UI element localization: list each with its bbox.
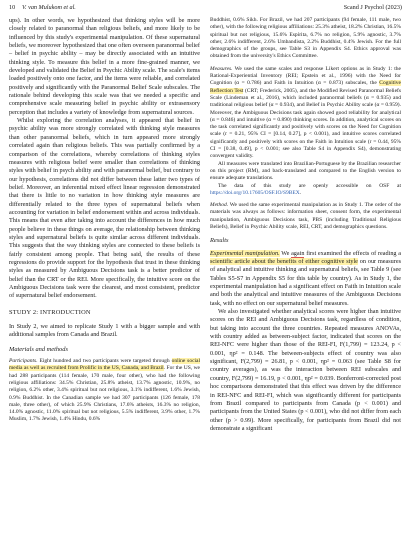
participants-continued — [210, 17, 401, 231]
paragraph-experimental-manipulation: Experimental manipulation. We again first examined the effects of reading a scientific article about the benefits of either cognitive style on our measures of analytical and intuitive thinking and supernatural beliefs, see Table 9 (see Tables S5-S7 in Appendix S5 for this table by country). As in Study 1, the experimental manipulation had a significant effect on Faith in Intuition scale and both the analytical and intuitive measures of the Ambiguous Decisions task, with no effect on our supernatural belief measures. — [210, 249, 401, 307]
participants-text-b: . For the US, we had 288 participants (114 female, 170 male, four other), who had the following religious affiliations: 34.5% Christian, 25.8% atheist, 13.7% agnostic, 10.9%, no religion, 6.2% other, 3.4% spiritual but not religious, 3.1% indifferent, 1.6% Jewish, 0.9% Buddhist. In the Canadian sample we had 307 participants (126 female, 178 male, three other), of which 25.9% Christians, 17.6% atheists, 16.3% no religion, 14.0% agnostic, 11.0% spiritual but not religious, 5.5% indifferent, 3.9% other, 1.7% Muslim, 1.7% Jewish, 1.4% Hindu, 0.6% — [9, 365, 201, 423]
left-column — [9, 17, 200, 424]
measures-text-a: We used the same scales and response Likert options as in Study 1: the Rational-Experiential Inventory (REI; Epstein et al., 1996) with the Need for Cognition (α = 0.786) and Faith in Intuition (α = 0.873) subscales, the — [210, 65, 401, 87]
results-heading: Results — [210, 237, 229, 245]
paragraph-participants-cont: Buddhist, 0.6% Sikh. For Brazil, we had 207 participants (94 female, 111 male, two other), with the following religious affiliations: 25.3% atheist, 18.2% Christian, 16.5% spiritual but not religious, 15.6% Espírita, 6.7% no religion, 5.9% agnostic, 3.7% other, 2.6% indifferent, 2.6% Umbandista, 2.2% Buddhist, 0.4% Jewish. For the full demographics of the groups, see Table S3 in Appendix S4. Ethics approval was obtained from the university's Ethics Committee. — [210, 17, 401, 60]
paragraph-hypothesis: ups). In other words, we hypothesized that thinking styles will be more closely related to paranormal than religious beliefs, and more likely to be influenced by this study's experimental manipulation. Of these supernatural beliefs, we moreover hypothesized that one often overseen paranormal belief – belief in psychic ability – may be directly associated with an intuitive thinking style. To measure this belief in a more fine-grained manner, we developed and validated the Belief in Psychic Ability scale. The scale's items loaded positively onto one factor, and the items were reliable, and correlated positively and significantly with the Paranormal Belief Scale subscales. The rationale behind developing this scale was that we needed a specific and comprehensive scale measuring belief in psychic ability or extrasensory perception that includes a variety of knowledge from supernatural sources. — [9, 17, 200, 116]
manipulation-label: Experimental manipulation. — [210, 249, 280, 257]
method-label: Method. — [210, 202, 229, 209]
measures-label: Measures. — [210, 65, 233, 72]
manipulation-highlight: scientific article about the benefits of either cognitive style — [210, 258, 358, 265]
measures-text-b: (CRT; Frederick, 2005), and the Modified Revised Paranormal Beliefs Scale (Lindeman et al., 2016), which included paranormal beliefs (α = 0.935) and traditional religious belief (α = 0.934), and Belief in Psychic Ability scale (α = 0.959). Moreover, the Ambiguous Decisions task again showed good reliability for analytical (α = 0.846) and intuitive (α = 0.890) thinking scores. In addition, analytical scores on the task correlated significantly and positively with scores on the Need for Cognition scale (r = 0.21, 95% CI = [0.14, 0.27], p < 0.001), and intuitive scores correlated significantly and positively with scores on the Faith in Intuition scale (r = 0.44, 95% CI = [0.38, 0.49], p < 0.001; see also Table S4 in Appendix S4), demonstrating convergent validity. — [210, 87, 401, 160]
paragraph-data-availability: The data of this study are openly accessible on OSF at https://doi.org/10.17605/OSF.IO/S9BEX. — [210, 182, 401, 196]
paragraph-repeated-measures: We also investigated whether analytical scores were higher than intuitive scores on the REI and Ambiguous Decisions task, regardless of condition, but taking into account the three countries. Repeated measures ANOVAs, with country added as between-subject factor, indicated that scores on the REI-NFC were higher than those of the REI-FI, F(1,799) = 123.24, p < 0.001, ηp² = 0.148. The between-subjects effect of country was also significant, F(2,799) = 26.81, p < 0.001, ηp² = 0.063 (see Table S8 for country averages), as was the interaction between REI subscales and country, F(2,799) = 16.19, p < 0.001, ηp² = 0.039. Bonferroni-corrected post hoc comparisons demonstrated that this effect was driven by the difference in REI-NFC and REI-FI, which was significantly different for participants from Brazil compared to participants from Canada (p < 0.001) and participants from the United States (p < 0.001), who did not differ from each other (p > 0.99). More specifically, for participants from Brazil did not demonstrate a significant — [210, 308, 401, 432]
paragraph-measures — [210, 66, 401, 161]
participants-block — [9, 358, 200, 424]
paragraph-translation: All measures were translated into Brazilian-Portuguese by the Brazilian researcher on this project (RM), and back-translated and compared to the English version to ensure adequate translations. — [210, 160, 401, 182]
study2-introduction-heading: STUDY 2: INTRODUCTION — [9, 308, 91, 316]
paragraph-participants — [9, 358, 200, 424]
osf-link[interactable]: https://doi.org/10.17605/OSF.IO/S9BEX — [210, 189, 300, 196]
participants-text-a: Eight hundred and two participants were targeted through — [37, 358, 172, 365]
journal-citation: Scand J Psychol (2023) — [343, 4, 402, 11]
participants-label: Participants. — [9, 358, 38, 365]
paragraph-study2-aim: In Study 2, we aimed to replicate Study 1 with a bigger sample and with additional samples from Canada and Brazil. — [9, 323, 200, 339]
running-header — [9, 3, 402, 13]
paragraph-correlations: Whilst exploring the correlation analyses, it appeared that belief in psychic ability was more strongly correlated with thinking style measures than other paranormal beliefs, which in turn appeared more strongly correlated again than religious beliefs. This was partially confirmed by a comparison of the correlations, whereby correlations of thinking styles measures with religious belief were smaller than correlations of thinking styles with belief in psych ability and with paranormal belief, but contrary to our hypothesis, correlations did not differ between these latter two types of belief. Moreover, an inferential mixed effect linear regression demonstrated that there is little to no variation in how thinking style measures are differentially related to the three types of supernatural beliefs when accounting for variation in belief endorsement within and across individuals. This means that even after taking into account the differences in how much people believe in these things on average, the relationship between thinking styles and supernatural beliefs is quite similar across different individuals. This suggests that the way thinking styles are connected to these beliefs is fairly consistent among people. That being said, the results of these regressions do provide support for the hypothesis that trust in these thinking styles as measured by Ambiguous Decisions task is a better predictor of belief than the CRT or the REI. More specifically, the intuitive score on the Ambiguous Decisions task were the clearest, and most consistent, predictor of supernatural belief endorsement. — [9, 117, 200, 300]
measures-highlight: Cognitive Reflection Test — [210, 80, 401, 94]
page-number: 10 — [9, 4, 16, 11]
participants-highlight: online social media as well as recruited from Prolific in the US, Canada, and Brazil — [9, 358, 201, 372]
underlined-word: again — [291, 249, 305, 257]
paragraph-method: Method. We used the same experimental manipulation as in Study 1. The order of the materials was always as follows: information sheet, consent form, the experimental manipulation, Ambiguous Decisions task, PBS (including Traditional Religious Beliefs), Belief in Psychic Ability scale, REI, CRT, and demographics questions. — [210, 202, 401, 231]
right-column — [210, 17, 401, 433]
running-authors: V. van Mulukom et al. — [22, 4, 76, 11]
materials-methods-heading: Materials and methods — [9, 345, 68, 353]
